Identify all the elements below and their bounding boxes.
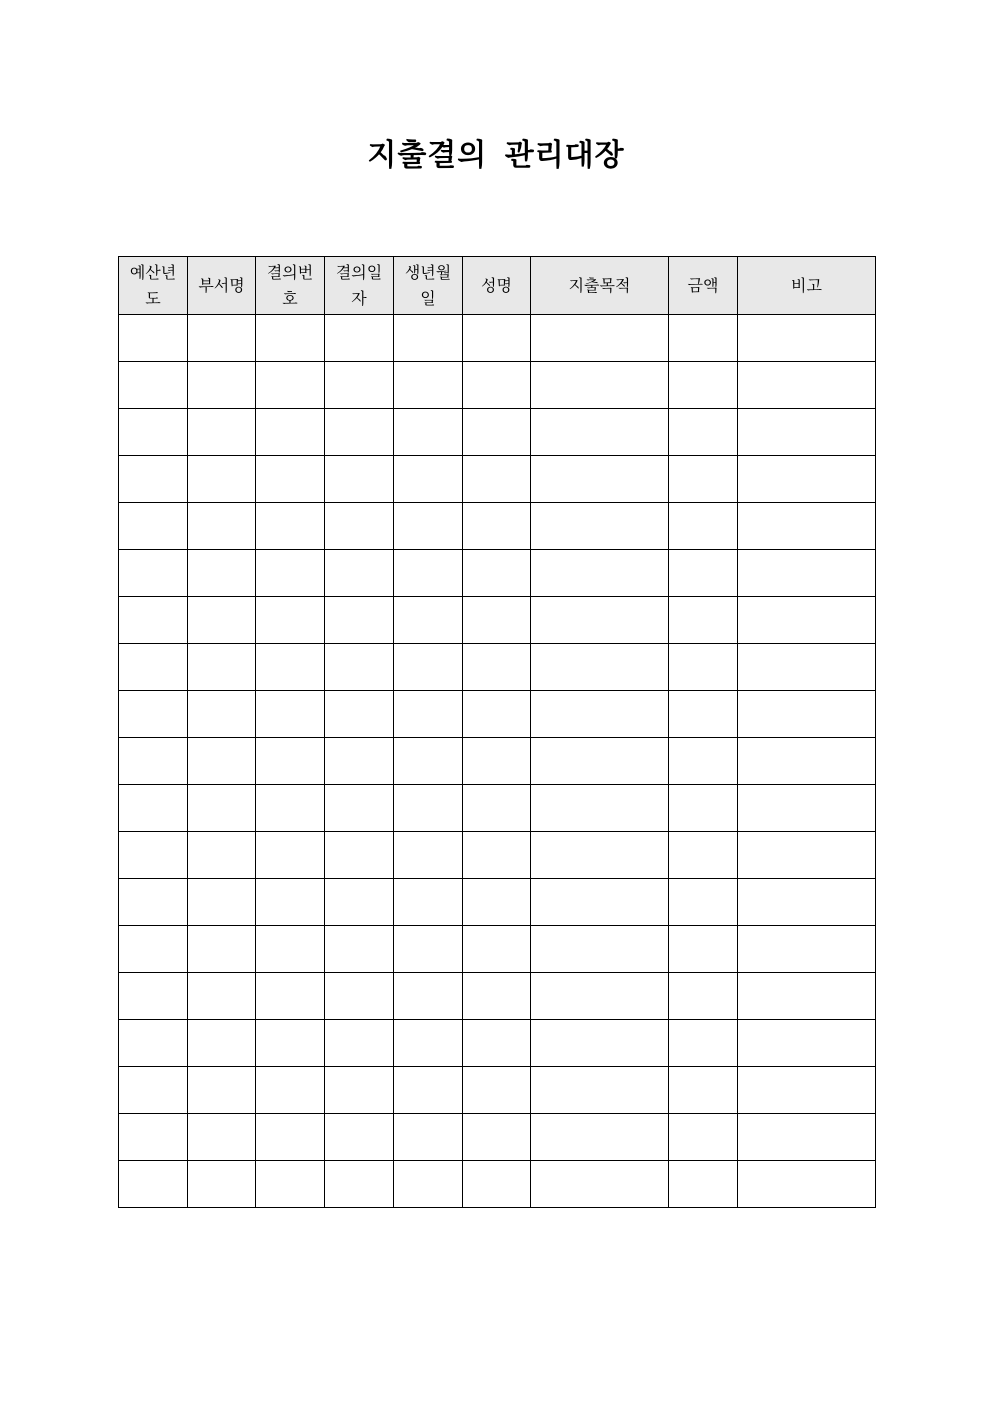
header-row xyxy=(119,257,876,315)
table-cell[interactable] xyxy=(738,362,876,409)
table-cell[interactable] xyxy=(738,1114,876,1161)
ledger-body xyxy=(119,315,876,1208)
table-cell[interactable] xyxy=(119,926,188,973)
table-cell[interactable] xyxy=(669,973,738,1020)
table-cell[interactable] xyxy=(188,1020,256,1067)
table-cell[interactable] xyxy=(325,926,394,973)
table-row xyxy=(119,409,876,456)
table-cell[interactable] xyxy=(394,456,463,503)
table-cell[interactable] xyxy=(394,503,463,550)
table-cell[interactable] xyxy=(119,1114,188,1161)
table-cell[interactable] xyxy=(738,879,876,926)
table-cell[interactable] xyxy=(188,409,256,456)
table-cell[interactable] xyxy=(119,879,188,926)
table-cell[interactable] xyxy=(188,315,256,362)
table-cell[interactable] xyxy=(669,597,738,644)
table-cell[interactable] xyxy=(188,738,256,785)
table-cell[interactable] xyxy=(531,973,669,1020)
table-cell[interactable] xyxy=(463,691,531,738)
table-cell[interactable] xyxy=(325,1020,394,1067)
table-cell[interactable] xyxy=(738,456,876,503)
table-row xyxy=(119,315,876,362)
table-cell[interactable] xyxy=(256,1114,325,1161)
table-cell[interactable] xyxy=(256,362,325,409)
header-remarks: 비고 xyxy=(738,257,876,315)
table-cell[interactable] xyxy=(531,1067,669,1114)
table-cell[interactable] xyxy=(463,550,531,597)
table-cell[interactable] xyxy=(669,550,738,597)
table-cell[interactable] xyxy=(738,503,876,550)
table-cell[interactable] xyxy=(256,456,325,503)
header-department: 부서명 xyxy=(188,257,256,315)
table-cell[interactable] xyxy=(256,926,325,973)
table-cell[interactable] xyxy=(256,738,325,785)
header-resolution-number: 결의번호 xyxy=(256,257,325,315)
table-cell[interactable] xyxy=(531,597,669,644)
table-row xyxy=(119,973,876,1020)
table-cell[interactable] xyxy=(394,832,463,879)
table-cell[interactable] xyxy=(119,644,188,691)
table-cell[interactable] xyxy=(738,738,876,785)
table-cell[interactable] xyxy=(325,456,394,503)
table-row xyxy=(119,503,876,550)
table-cell[interactable] xyxy=(325,362,394,409)
table-cell[interactable] xyxy=(463,644,531,691)
table-row xyxy=(119,832,876,879)
table-cell[interactable] xyxy=(394,362,463,409)
table-cell[interactable] xyxy=(531,879,669,926)
table-cell[interactable] xyxy=(256,1161,325,1208)
table-cell[interactable] xyxy=(256,1067,325,1114)
table-cell[interactable] xyxy=(463,973,531,1020)
table-cell[interactable] xyxy=(669,315,738,362)
table-cell[interactable] xyxy=(531,409,669,456)
table-cell[interactable] xyxy=(669,926,738,973)
table-cell[interactable] xyxy=(256,503,325,550)
table-cell[interactable] xyxy=(394,738,463,785)
table-cell[interactable] xyxy=(394,879,463,926)
table-cell[interactable] xyxy=(738,644,876,691)
table-cell[interactable] xyxy=(188,503,256,550)
header-name: 성명 xyxy=(463,257,531,315)
table-cell[interactable] xyxy=(325,785,394,832)
table-cell[interactable] xyxy=(256,832,325,879)
table-cell[interactable] xyxy=(256,785,325,832)
table-cell[interactable] xyxy=(738,1020,876,1067)
table-cell[interactable] xyxy=(394,315,463,362)
table-cell[interactable] xyxy=(531,362,669,409)
table-cell[interactable] xyxy=(188,1067,256,1114)
table-cell[interactable] xyxy=(463,785,531,832)
table-cell[interactable] xyxy=(669,456,738,503)
table-cell[interactable] xyxy=(669,879,738,926)
table-row xyxy=(119,1114,876,1161)
table-cell[interactable] xyxy=(531,644,669,691)
table-cell[interactable] xyxy=(463,315,531,362)
table-cell[interactable] xyxy=(394,1114,463,1161)
table-cell[interactable] xyxy=(669,738,738,785)
table-cell[interactable] xyxy=(531,1114,669,1161)
table-cell[interactable] xyxy=(188,1114,256,1161)
table-cell[interactable] xyxy=(119,785,188,832)
header-amount: 금액 xyxy=(669,257,738,315)
table-cell[interactable] xyxy=(325,644,394,691)
header-resolution-date: 결의일자 xyxy=(325,257,394,315)
table-cell[interactable] xyxy=(325,879,394,926)
ledger-table xyxy=(118,256,876,1208)
table-cell[interactable] xyxy=(325,738,394,785)
table-cell[interactable] xyxy=(188,362,256,409)
table-cell[interactable] xyxy=(119,973,188,1020)
table-cell[interactable] xyxy=(531,1161,669,1208)
table-row xyxy=(119,926,876,973)
table-cell[interactable] xyxy=(256,879,325,926)
table-cell[interactable] xyxy=(669,503,738,550)
table-cell[interactable] xyxy=(394,550,463,597)
table-cell[interactable] xyxy=(325,315,394,362)
table-row xyxy=(119,362,876,409)
table-cell[interactable] xyxy=(325,409,394,456)
table-cell[interactable] xyxy=(463,1114,531,1161)
table-cell[interactable] xyxy=(394,409,463,456)
header-birth-date: 생년월일 xyxy=(394,257,463,315)
table-cell[interactable] xyxy=(738,691,876,738)
table-cell[interactable] xyxy=(119,738,188,785)
table-cell[interactable] xyxy=(738,1161,876,1208)
table-cell[interactable] xyxy=(463,503,531,550)
table-cell[interactable] xyxy=(119,1067,188,1114)
table-cell[interactable] xyxy=(394,1161,463,1208)
table-cell[interactable] xyxy=(531,832,669,879)
table-cell[interactable] xyxy=(256,1020,325,1067)
table-cell[interactable] xyxy=(325,1114,394,1161)
table-cell[interactable] xyxy=(669,1067,738,1114)
table-cell[interactable] xyxy=(463,456,531,503)
table-cell[interactable] xyxy=(531,550,669,597)
page-title: 지출결의 관리대장 xyxy=(367,138,625,173)
table-cell[interactable] xyxy=(463,1020,531,1067)
table-cell[interactable] xyxy=(531,738,669,785)
table-cell[interactable] xyxy=(394,644,463,691)
table-cell[interactable] xyxy=(325,691,394,738)
table-cell[interactable] xyxy=(531,1020,669,1067)
table-cell[interactable] xyxy=(119,409,188,456)
table-cell[interactable] xyxy=(463,362,531,409)
table-cell[interactable] xyxy=(669,832,738,879)
table-cell[interactable] xyxy=(188,879,256,926)
table-cell[interactable] xyxy=(188,691,256,738)
table-row xyxy=(119,691,876,738)
table-cell[interactable] xyxy=(188,1161,256,1208)
table-cell[interactable] xyxy=(256,409,325,456)
table-cell[interactable] xyxy=(463,926,531,973)
table-cell[interactable] xyxy=(394,926,463,973)
table-cell[interactable] xyxy=(394,973,463,1020)
table-cell[interactable] xyxy=(325,1161,394,1208)
table-row xyxy=(119,879,876,926)
table-cell[interactable] xyxy=(738,785,876,832)
table-cell[interactable] xyxy=(463,879,531,926)
table-cell[interactable] xyxy=(188,456,256,503)
table-cell[interactable] xyxy=(256,973,325,1020)
table-cell[interactable] xyxy=(738,832,876,879)
table-row xyxy=(119,785,876,832)
table-cell[interactable] xyxy=(463,409,531,456)
table-cell[interactable] xyxy=(669,785,738,832)
table-cell[interactable] xyxy=(256,644,325,691)
table-cell[interactable] xyxy=(119,1161,188,1208)
table-cell[interactable] xyxy=(325,973,394,1020)
table-cell[interactable] xyxy=(394,785,463,832)
table-cell[interactable] xyxy=(531,503,669,550)
table-row xyxy=(119,1067,876,1114)
table-row xyxy=(119,597,876,644)
table-cell[interactable] xyxy=(394,1020,463,1067)
table-cell[interactable] xyxy=(119,315,188,362)
table-row xyxy=(119,1020,876,1067)
table-cell[interactable] xyxy=(119,691,188,738)
table-cell[interactable] xyxy=(325,550,394,597)
table-cell[interactable] xyxy=(738,550,876,597)
table-cell[interactable] xyxy=(188,644,256,691)
table-cell[interactable] xyxy=(188,832,256,879)
table-cell[interactable] xyxy=(119,456,188,503)
table-cell[interactable] xyxy=(738,1067,876,1114)
table-cell[interactable] xyxy=(463,1161,531,1208)
table-cell[interactable] xyxy=(188,926,256,973)
table-cell[interactable] xyxy=(394,691,463,738)
table-cell[interactable] xyxy=(188,973,256,1020)
table-cell[interactable] xyxy=(394,1067,463,1114)
table-cell[interactable] xyxy=(256,315,325,362)
table-row xyxy=(119,738,876,785)
table-cell[interactable] xyxy=(738,315,876,362)
table-cell[interactable] xyxy=(531,785,669,832)
table-cell[interactable] xyxy=(256,550,325,597)
table-row xyxy=(119,456,876,503)
table-cell[interactable] xyxy=(669,409,738,456)
table-cell[interactable] xyxy=(531,691,669,738)
table-cell[interactable] xyxy=(531,926,669,973)
table-cell[interactable] xyxy=(119,1020,188,1067)
header-budget-year: 예산년도 xyxy=(119,257,188,315)
table-cell[interactable] xyxy=(119,550,188,597)
table-cell[interactable] xyxy=(325,503,394,550)
table-cell[interactable] xyxy=(256,691,325,738)
table-row xyxy=(119,550,876,597)
table-cell[interactable] xyxy=(188,597,256,644)
table-cell[interactable] xyxy=(119,503,188,550)
table-cell[interactable] xyxy=(669,1020,738,1067)
table-row xyxy=(119,644,876,691)
table-cell[interactable] xyxy=(738,597,876,644)
table-cell[interactable] xyxy=(669,691,738,738)
table-cell[interactable] xyxy=(119,362,188,409)
table-cell[interactable] xyxy=(325,832,394,879)
table-cell[interactable] xyxy=(325,597,394,644)
table-cell[interactable] xyxy=(669,362,738,409)
table-cell[interactable] xyxy=(463,1067,531,1114)
table-cell[interactable] xyxy=(256,597,325,644)
table-cell[interactable] xyxy=(463,597,531,644)
table-cell[interactable] xyxy=(531,315,669,362)
table-cell[interactable] xyxy=(463,832,531,879)
table-cell[interactable] xyxy=(531,456,669,503)
table-cell[interactable] xyxy=(325,1067,394,1114)
table-cell[interactable] xyxy=(738,973,876,1020)
table-cell[interactable] xyxy=(738,926,876,973)
table-cell[interactable] xyxy=(188,785,256,832)
table-cell[interactable] xyxy=(119,832,188,879)
table-cell[interactable] xyxy=(119,597,188,644)
table-cell[interactable] xyxy=(669,1114,738,1161)
table-cell[interactable] xyxy=(738,409,876,456)
table-cell[interactable] xyxy=(463,738,531,785)
header-purpose: 지출목적 xyxy=(531,257,669,315)
table-row xyxy=(119,1161,876,1208)
table-cell[interactable] xyxy=(394,597,463,644)
table-cell[interactable] xyxy=(669,644,738,691)
table-cell[interactable] xyxy=(669,1161,738,1208)
table-cell[interactable] xyxy=(188,550,256,597)
